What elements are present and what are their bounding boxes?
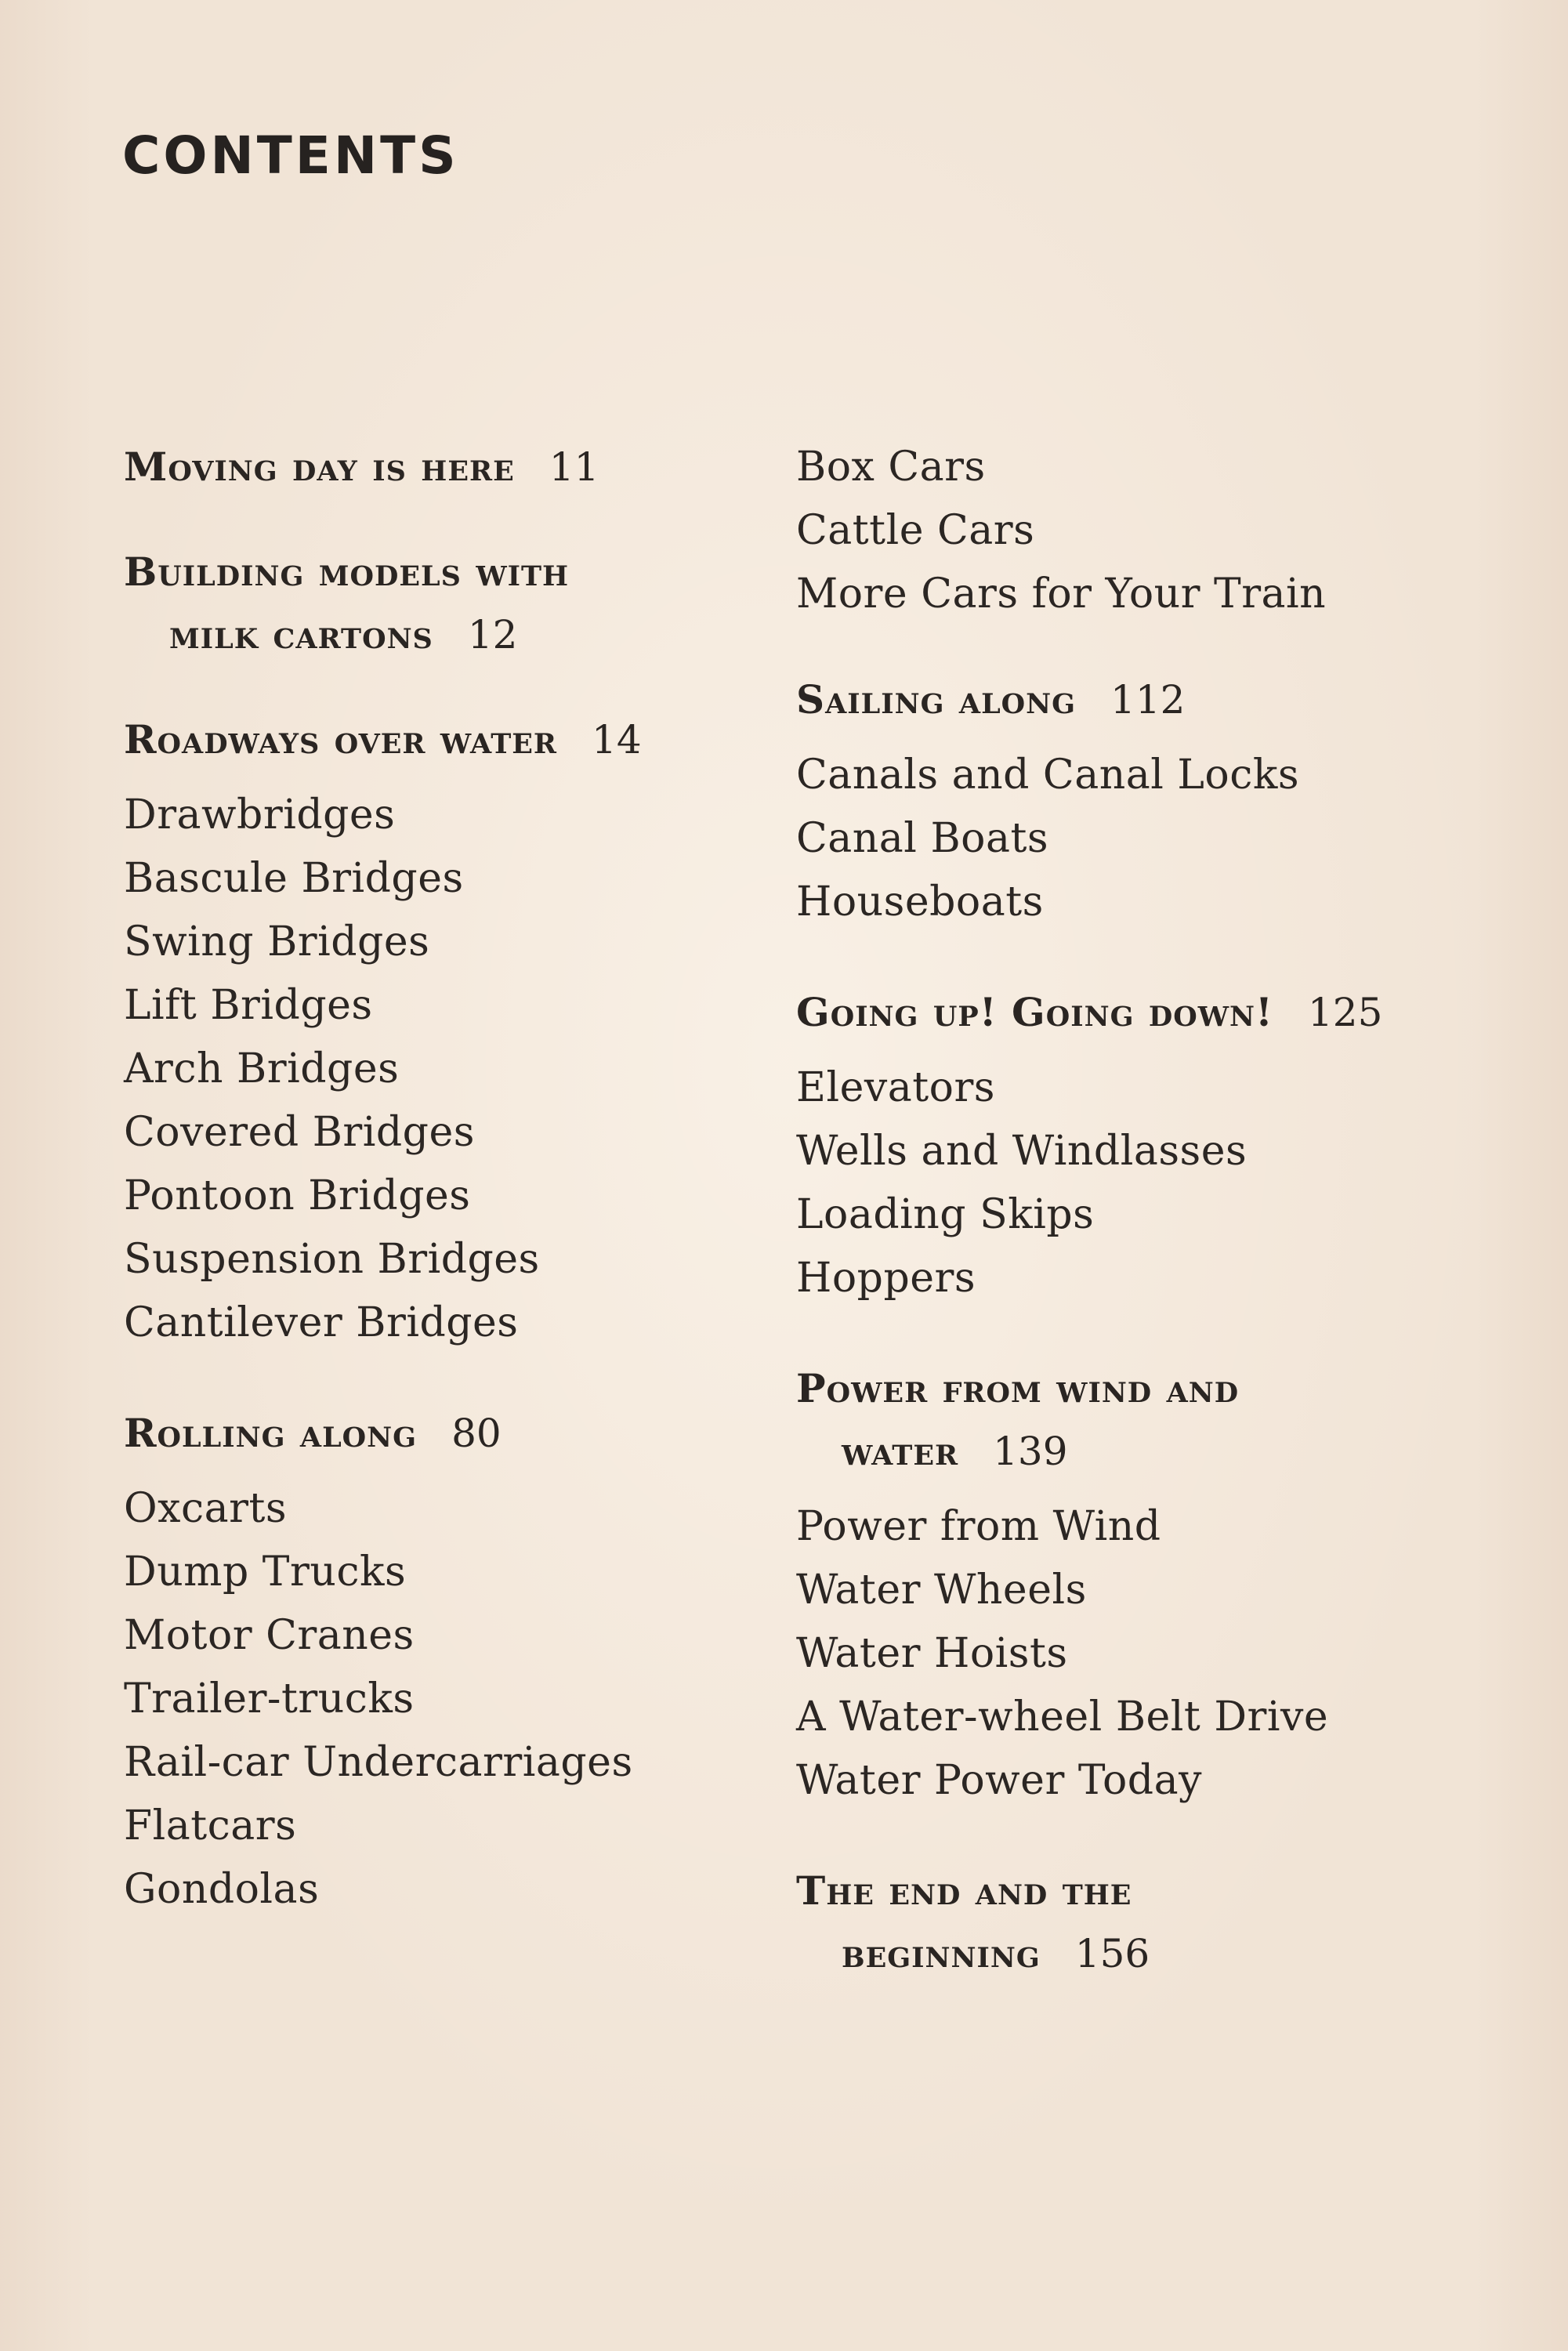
toc-entry-heading[interactable] (796, 1357, 1501, 1420)
toc-heading-text: water (842, 1428, 959, 1474)
toc-heading-text: Building models with (124, 549, 570, 595)
toc-subitem[interactable]: More Cars for Your Train (796, 571, 1327, 618)
toc-entry-heading-continued[interactable] (796, 1922, 1501, 1985)
toc-heading-text: Rolling along (124, 1410, 418, 1456)
toc-subitem[interactable]: Lift Bridges (124, 982, 373, 1029)
toc-subitem[interactable]: Bascule Bridges (124, 855, 464, 902)
toc-subitem[interactable]: Hoppers (796, 1255, 976, 1302)
toc-entry-heading-continued[interactable] (796, 1420, 1501, 1483)
toc-subitem[interactable]: Arch Bridges (124, 1045, 400, 1092)
toc-heading-text: Moving day is here (124, 444, 515, 490)
toc-section-sailing-along (796, 668, 1501, 934)
toc-subitem[interactable]: Water Hoists (796, 1630, 1068, 1677)
toc-entry-heading[interactable] (796, 981, 1501, 1044)
toc-heading-text: milk cartons (169, 611, 433, 657)
toc-subitem[interactable]: A Water-wheel Belt Drive (796, 1694, 1329, 1741)
toc-subitem[interactable]: Rail-car Undercarriages (124, 1739, 633, 1786)
toc-page-number: 139 (993, 1429, 1068, 1474)
toc-entry-heading-continued[interactable] (124, 603, 719, 666)
toc-page-number: 80 (451, 1411, 502, 1456)
toc-subitem[interactable]: Wells and Windlasses (796, 1128, 1248, 1175)
toc-subitem[interactable]: Canals and Canal Locks (796, 752, 1300, 799)
toc-section-moving-day (124, 436, 719, 498)
toc-entry-heading[interactable] (796, 1860, 1501, 1922)
toc-subitem[interactable]: Canal Boats (796, 815, 1049, 862)
toc-subitem-list (796, 744, 1501, 934)
toc-heading-text: Going up! Going down! (796, 989, 1273, 1035)
toc-subitem[interactable]: Houseboats (796, 878, 1044, 926)
toc-subitem[interactable]: Trailer-trucks (124, 1675, 415, 1722)
toc-subitem[interactable]: Drawbridges (124, 792, 396, 839)
toc-left-column (124, 436, 719, 1922)
toc-heading-text: Power from wind and (796, 1365, 1240, 1411)
page-title: CONTENTS (122, 125, 459, 186)
toc-right-column (796, 436, 1501, 1985)
toc-entry-heading[interactable] (796, 668, 1501, 731)
toc-subitem-list (124, 1477, 719, 1922)
toc-section-building-models (124, 541, 719, 666)
toc-entry-heading[interactable] (124, 541, 719, 603)
toc-page-number: 11 (549, 444, 599, 490)
toc-subitem-list (796, 1056, 1501, 1310)
toc-section-power (796, 1357, 1501, 1813)
toc-section-the-end (796, 1860, 1501, 1985)
toc-subitem[interactable]: Elevators (796, 1064, 995, 1111)
toc-continued-list (796, 436, 1501, 626)
toc-subitem[interactable]: Water Wheels (796, 1567, 1087, 1614)
toc-subitem[interactable]: Covered Bridges (124, 1109, 475, 1156)
toc-heading-text: beginning (842, 1930, 1041, 1976)
toc-heading-text: Roadways over water (124, 716, 558, 763)
toc-page-number: 156 (1074, 1931, 1150, 1976)
toc-subitem[interactable]: Pontoon Bridges (124, 1172, 471, 1219)
toc-subitem[interactable]: Gondolas (124, 1866, 320, 1913)
toc-entry-heading[interactable] (124, 1402, 719, 1465)
toc-subitem[interactable]: Cattle Cars (796, 507, 1035, 554)
toc-subitem[interactable]: Loading Skips (796, 1191, 1095, 1238)
toc-heading-text: The end and the (796, 1867, 1132, 1914)
toc-entry-heading[interactable] (124, 708, 719, 771)
toc-entry-heading[interactable] (124, 436, 719, 498)
toc-section-rolling-along (124, 1402, 719, 1922)
toc-section-going-up (796, 981, 1501, 1310)
toc-subitem[interactable]: Power from Wind (796, 1503, 1161, 1550)
toc-page-number: 14 (592, 717, 642, 763)
toc-subitem-list (796, 1495, 1501, 1813)
toc-subitem[interactable]: Flatcars (124, 1802, 297, 1849)
toc-subitem[interactable]: Swing Bridges (124, 918, 430, 965)
toc-subitem[interactable]: Suspension Bridges (124, 1236, 540, 1283)
toc-page-number: 12 (467, 612, 518, 657)
toc-subitem[interactable]: Box Cars (796, 444, 986, 491)
toc-subitem-list (124, 784, 719, 1355)
toc-subitem[interactable]: Cantilever Bridges (124, 1299, 519, 1346)
toc-heading-text: Sailing along (796, 676, 1077, 723)
toc-page-number: 112 (1110, 677, 1186, 723)
toc-page-number: 125 (1307, 990, 1383, 1035)
toc-subitem[interactable]: Motor Cranes (124, 1612, 415, 1659)
toc-subitem[interactable]: Dump Trucks (124, 1549, 407, 1596)
toc-subitem[interactable]: Oxcarts (124, 1485, 288, 1532)
toc-subitem[interactable]: Water Power Today (796, 1757, 1202, 1804)
toc-section-roadways (124, 708, 719, 1355)
